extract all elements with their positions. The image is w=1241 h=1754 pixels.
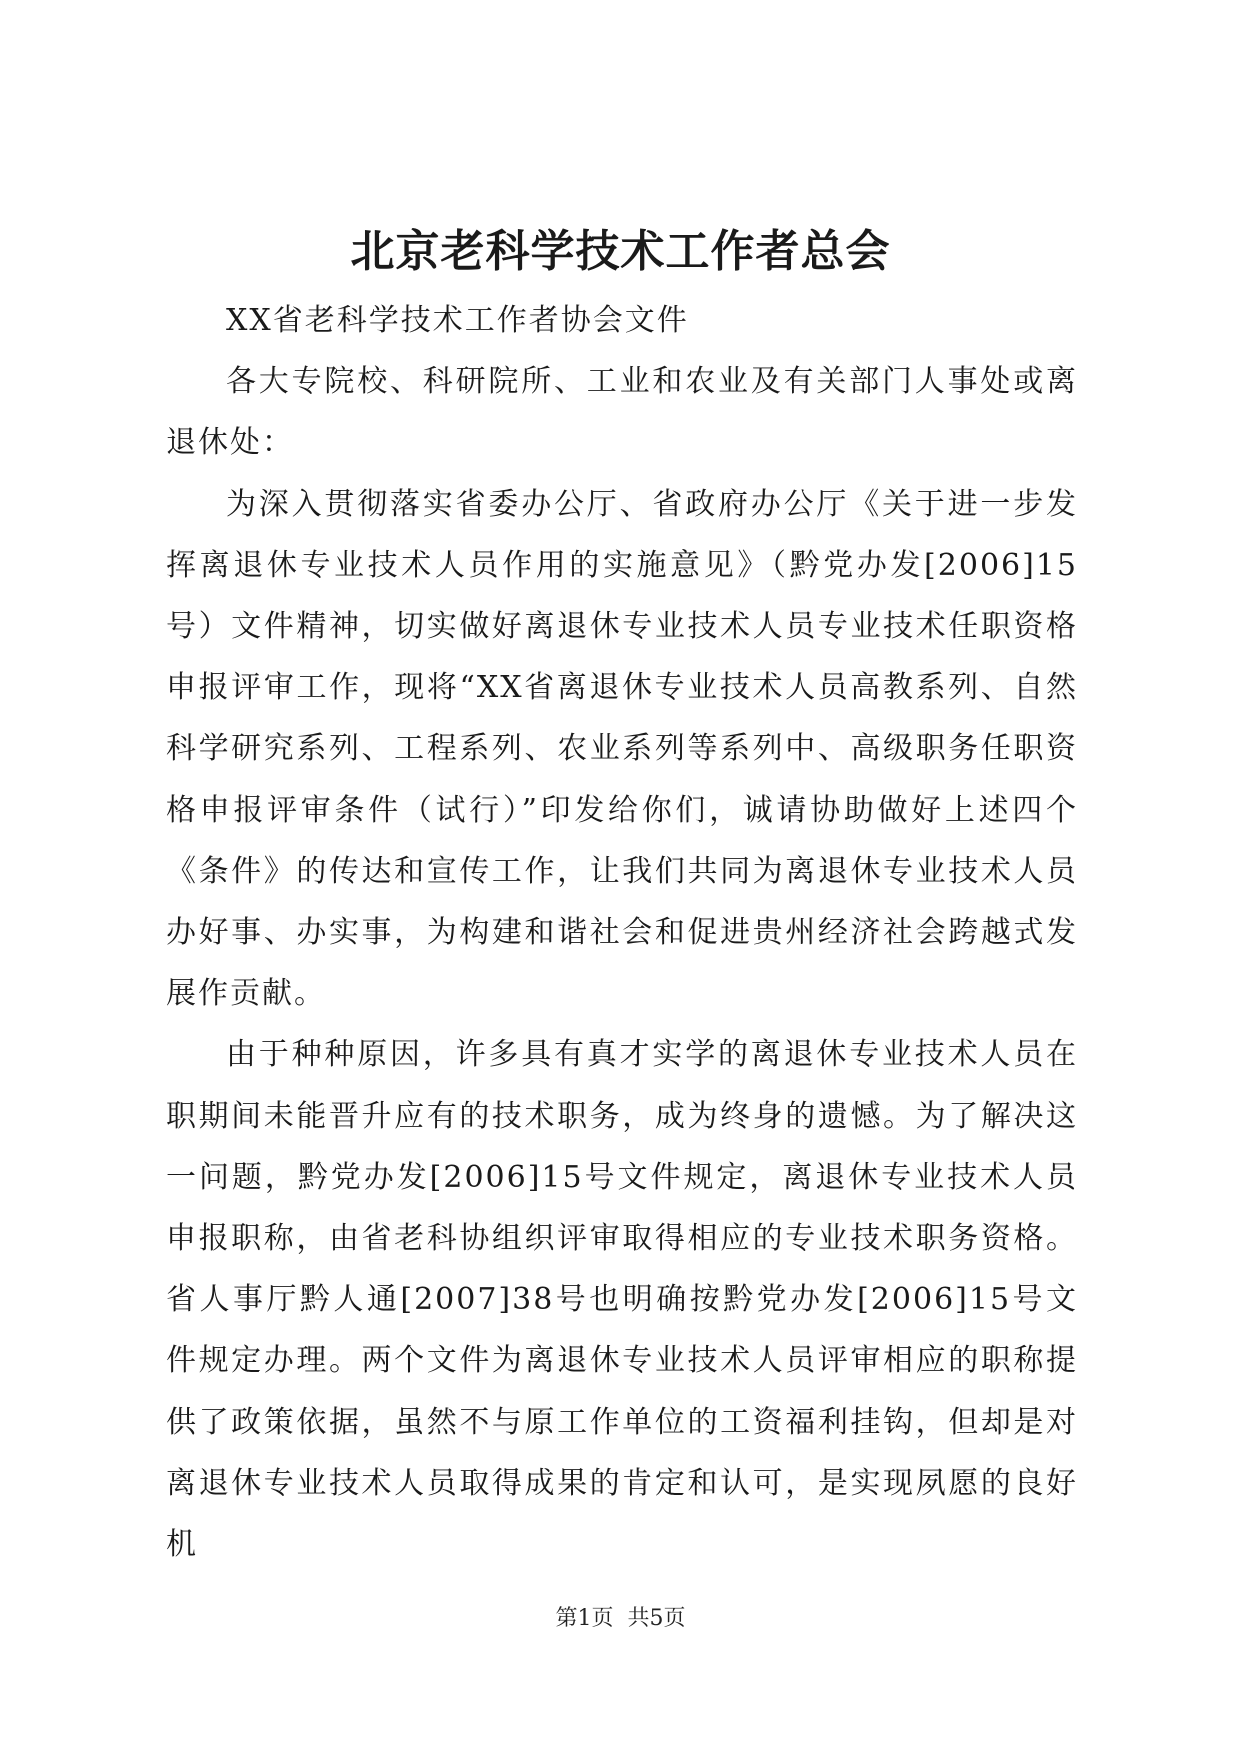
paragraph-background: 由于种种原因，许多具有真才实学的离退休专业技术人员在职期间未能晋升应有的技术职务，成为终身的遗憾。为了解决这一问题，黔党办发[2006]15号文件规定，离退休专业技术人员申报职称，由省老科协组织评审取得相应的专业技术职务资格。省人事厅黔人通[2007]38号也明确按黔党办发[2006]15号文件规定办理。两个文件为离退休专业技术人员评审相应的职称提供了政策依据，虽然不与原工作单位的工资福利挂钩，但却是对离退休专业技术人员取得成果的肯定和认可，是实现夙愿的良好机 [166,1037,1078,1563]
page-total: 共5页 [627,1606,686,1631]
page-footer [0,1604,1241,1634]
paragraph-notice: 为深入贯彻落实省委办公厅、省政府办公厅《关于进一步发挥离退休专业技术人员作用的实施意见》（黔党办发[2006]15号）文件精神，切实做好离退休专业技术人员专业技术任职资格申报评审工作，现将“XX省离退休专业技术人员高教系列、自然科学研究系列、工程系列、农业系列等系列中、高级职务任职资格申报评审条件（试行）”印发给你们，诚请协助做好上述四个《条件》的传达和宣传工作，让我们共同为离退休专业技术人员办好事、办实事，为构建和谐社会和促进贵州经济社会跨越式发展作贡献。 [166,486,1078,1012]
document-body [166,290,1078,1575]
paragraph-addressee: 各大专院校、科研院所、工业和农业及有关部门人事处或离退休处： [166,364,1078,461]
paragraph-issuer: XX省老科学技术工作者协会文件 [226,303,689,338]
page-number: 第1页 [555,1606,614,1631]
document-title: 北京老科学技术工作者总会 [350,226,891,277]
